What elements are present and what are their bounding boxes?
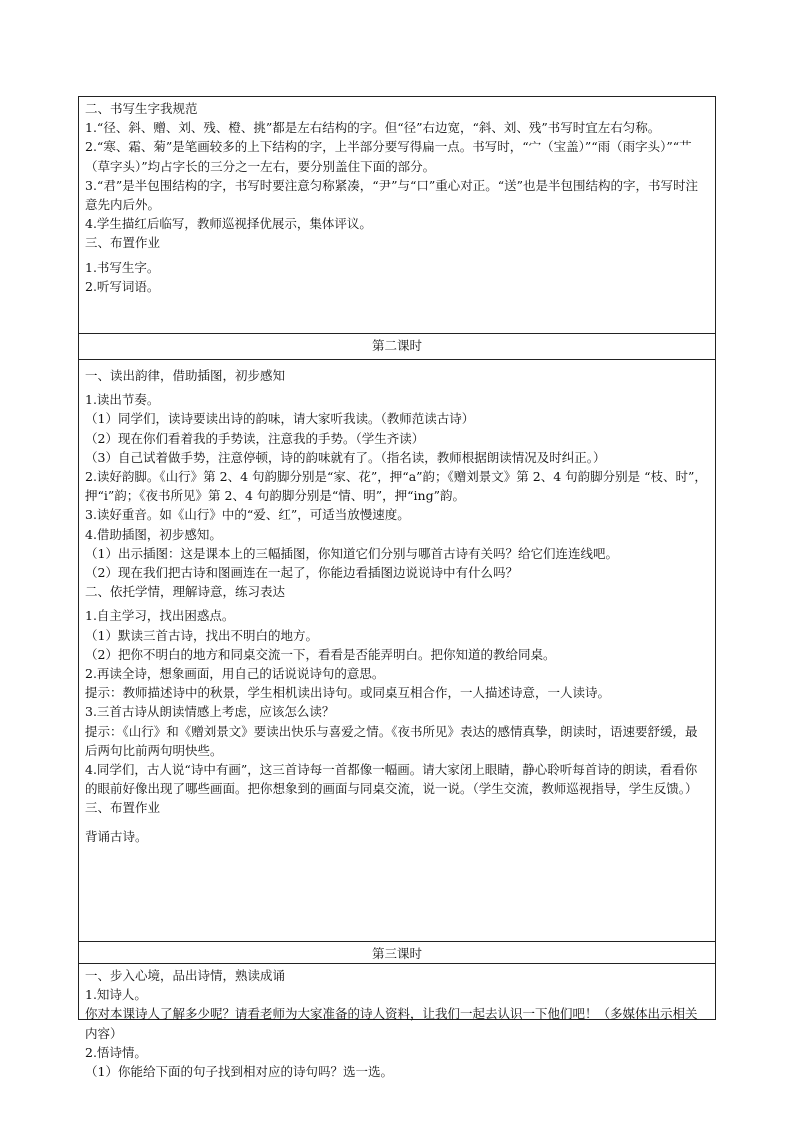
paragraph: 4.借助插图，初步感知。	[85, 526, 222, 542]
paragraph: 3.读好重音。如《山行》中的“爱、红”，可适当放慢速度。	[85, 507, 410, 523]
paragraph: 1.“径、斜、赠、刘、残、橙、挑”都是左右结构的字。但“径”右边宽，“斜、刘、残”书写时宜左右匀称。	[85, 120, 661, 136]
lesson2-content	[85, 366, 709, 846]
paragraph: 1.读出节奏。	[85, 392, 160, 408]
paragraph: 提示：教师描述诗中的秋景，学生相机读出诗句。或同桌互相合作，一人描述诗意，一人读诗。	[85, 685, 611, 701]
paragraph: （1）出示插图：这是课本上的三幅插图，你知道它们分别与哪首古诗有关吗？给它们连连线吧。	[85, 545, 618, 561]
paragraph: 3.三首古诗从朗读情感上考虑，应该怎么读？	[85, 704, 335, 720]
paragraph: （3）自己试着做手势，注意停顿，诗的韵味就有了。（指名读，教师根据朗读情况及时纠正。）	[85, 449, 606, 465]
homework-item: 背诵古诗。	[85, 828, 148, 844]
homework-item: 1.书写生字。	[85, 259, 160, 275]
lesson-plan-table	[78, 96, 716, 1080]
table-row	[79, 941, 715, 964]
paragraph: 你对本课诗人了解多少呢？请看老师为大家准备的诗人资料，让我们一起去认识一下他们吧！（多媒体出示相关内容）	[85, 1006, 698, 1041]
table-row	[79, 963, 715, 1080]
paragraph: 提示：《山行》和《赠刘景文》要读出快乐与喜爱之情。《夜书所见》表达的感情真挚，朗读时，语速要舒缓，最后两句比前两句明快些。	[85, 723, 698, 758]
paragraph: 3.“君”是半包围结构的字，书写时要注意匀称紧凑，“尹”与“口”重心对正。“送”也是半包围结构的字，书写时注意先内后外。	[85, 177, 699, 213]
paragraph: 2.再读全诗，想象画面，用自己的话说说诗句的意思。	[85, 666, 385, 682]
section-heading: 三、布置作业	[85, 235, 161, 251]
paragraph: （2）把你不明白的地方和同桌交流一下，看看是否能弄明白。把你知道的教给同桌。	[85, 646, 556, 662]
paragraph: 2.悟诗情。	[85, 1044, 147, 1060]
paragraph: （2）现在我们把古诗和图画连在一起了，你能边看插图边说说诗中有什么吗？	[85, 565, 518, 581]
paragraph: 2.读好韵脚。《山行》第 2、4 句韵脚分别是“家、花”，押“a”韵；《赠刘景文》第 2、4 句韵脚分别是 “枝、时”， 押“i”韵；《夜书所见》第 2、4 句韵脚分别是“情、明”，押“ing”韵。	[85, 469, 707, 504]
table-row	[79, 333, 715, 360]
paragraph: 1.知诗人。	[85, 987, 147, 1003]
paragraph: （1）同学们，读诗要读出诗的韵味，请大家听我读。（教师范读古诗）	[85, 411, 475, 427]
lesson3-content	[85, 966, 709, 1081]
paragraph: （1）你能给下面的句子找到相对应的诗句吗？选一选。	[85, 1064, 393, 1080]
lesson-title: 第三课时	[371, 946, 422, 961]
lesson-title: 第二课时	[371, 338, 422, 353]
section-heading: 二、依托学情，理解诗意，练习表达	[85, 584, 286, 600]
section-heading: 一、步入心境，品出诗情，熟读成诵	[85, 968, 286, 983]
paragraph: 2.“寒、霜、菊”是笔画较多的上下结构的字，上半部分要写得扁一点。书写时，“宀（宝盖）”“雨（雨字头）”“艹（草字头）”均占字长的三分之一左右，要分别盖住下面的部分。	[85, 139, 692, 174]
section-heading: 一、读出韵律，借助插图，初步感知	[85, 368, 286, 383]
paragraph: 4.学生描红后临写，教师巡视择优展示，集体评议。	[85, 216, 372, 232]
section-heading: 二、书写生字我规范	[85, 101, 198, 116]
homework-item: 2.听写词语。	[85, 278, 160, 294]
paragraph: 4.同学们，古人说“诗中有画”，这三首诗每一首都像一幅画。请大家闭上眼睛，静心聆听每首诗的朗读，看看你的眼前好像出现了哪些画面。把你想象到的画面与同桌交流，说一说。（学生交流，教师巡视指导，学生反馈。）	[85, 762, 698, 797]
paragraph: 1.自主学习，找出困惑点。	[85, 608, 235, 624]
table-row	[79, 97, 715, 333]
paragraph: （1）默读三首古诗，找出不明白的地方。	[85, 627, 318, 643]
section-writing	[85, 99, 709, 296]
paragraph: （2）现在你们看着我的手势读，注意我的手势。（学生齐读）	[85, 430, 425, 446]
section-heading: 三、布置作业	[85, 800, 161, 816]
table-row	[79, 359, 715, 942]
